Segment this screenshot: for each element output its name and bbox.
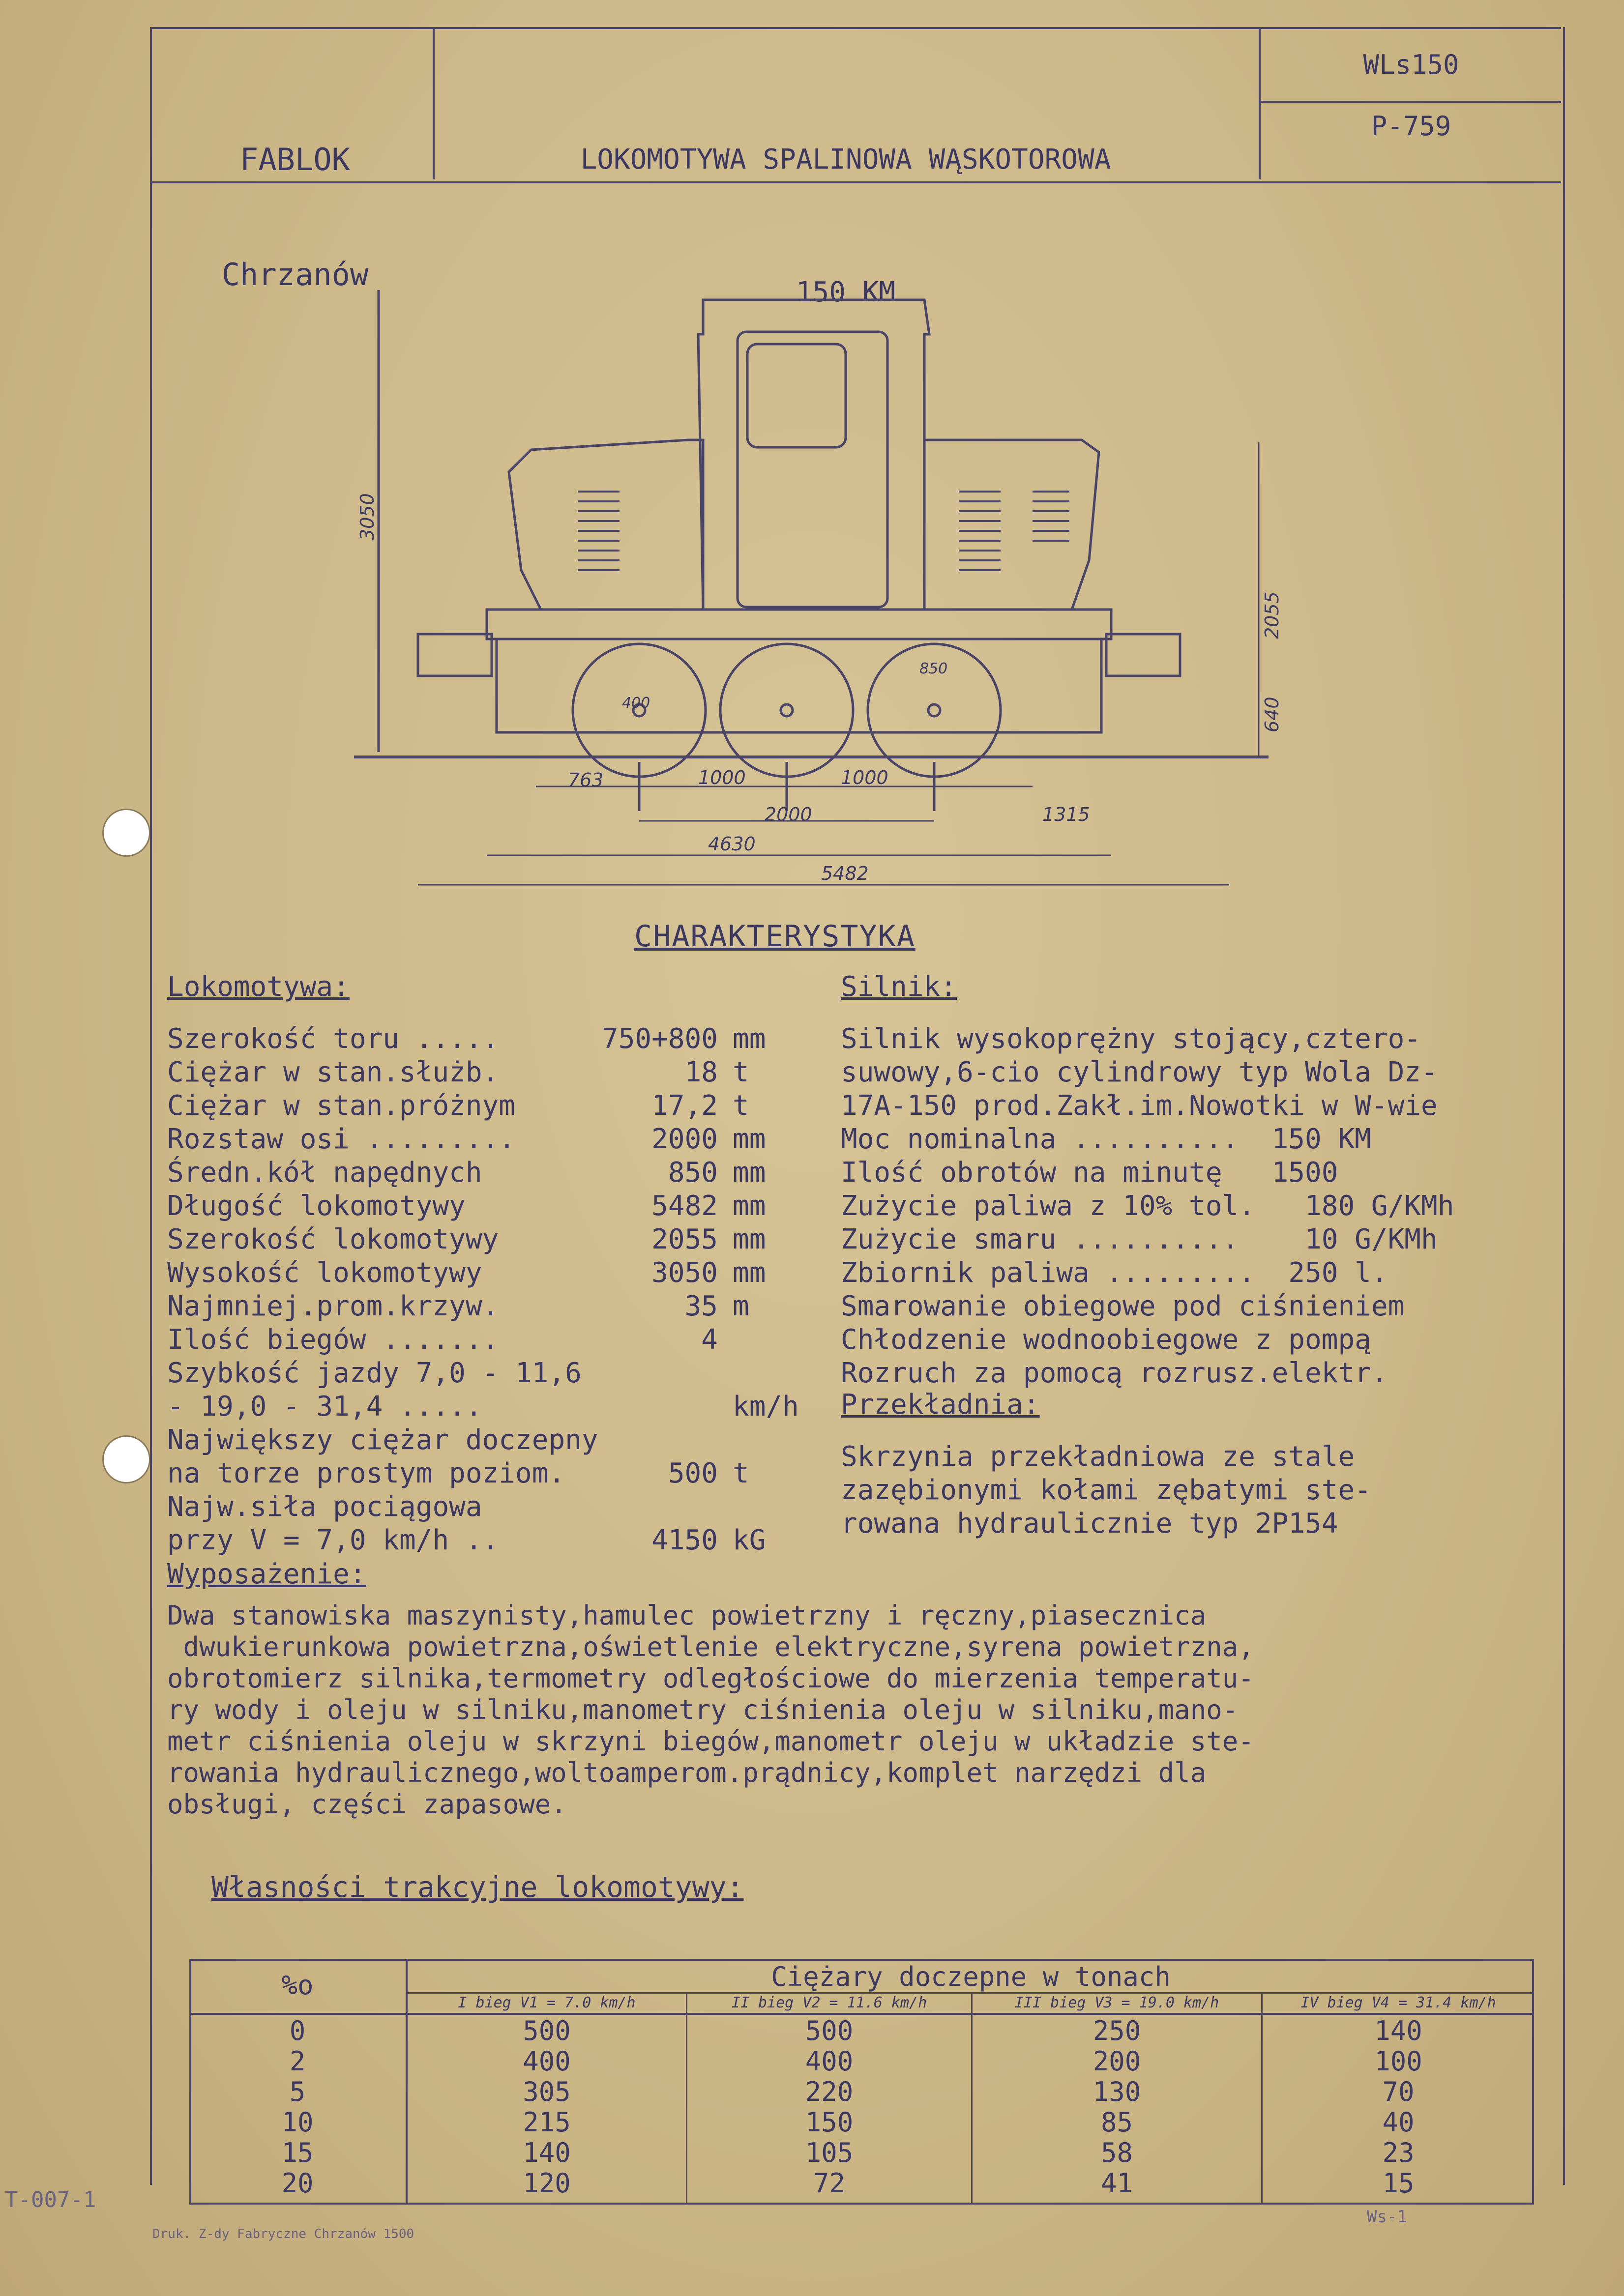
- punch-hole-bottom: [102, 1435, 150, 1483]
- grade-cell: 5: [289, 2076, 306, 2107]
- wyposazenie-line: ry wody i oleju w silniku,manometry ciśnienia oleju w silniku,mano-: [167, 1694, 1239, 1725]
- spec-value: 750+800: [601, 1023, 718, 1055]
- wyposazenie-line: obsługi, części zapasowe.: [167, 1789, 567, 1820]
- dim-1000a: 1000: [698, 767, 746, 788]
- silnik-line: Zużycie paliwa z 10% tol. 180 G/KMh: [841, 1190, 1454, 1222]
- grade-cell: 2: [289, 2046, 306, 2077]
- spec-row: [167, 1323, 806, 1357]
- spec-row: [167, 1424, 806, 1457]
- load-cell: 120: [523, 2168, 571, 2199]
- locomotive-code: WLs150: [1363, 49, 1459, 80]
- dim-1000b: 1000: [841, 767, 888, 788]
- load-cell: 41: [1100, 2168, 1133, 2199]
- spec-label: Szerokość toru .....: [167, 1023, 499, 1055]
- grade-header: %o: [281, 1970, 314, 2001]
- wyposazenie-line: metr ciśnienia oleju w skrzyni biegów,manometr oleju w układzie ste-: [167, 1726, 1254, 1757]
- title-block-divider: [1259, 27, 1261, 179]
- load-cell: 400: [523, 2046, 571, 2077]
- spec-unit: mm: [733, 1223, 766, 1255]
- title-line2: 150 KM: [796, 276, 896, 308]
- spec-unit: mm: [733, 1157, 766, 1189]
- grade-cell: 20: [281, 2168, 314, 2199]
- load-cell: 70: [1382, 2076, 1415, 2107]
- spec-value: 3050: [651, 1257, 718, 1289]
- spec-value: 4150: [651, 1524, 718, 1556]
- silnik-line: Zużycie smaru .......... 10 G/KMh: [841, 1223, 1438, 1255]
- grade-cell: 10: [281, 2107, 314, 2138]
- lokomotywa-title: Lokomotywa:: [167, 971, 350, 1003]
- dim-wheel-drive: 850: [919, 660, 948, 677]
- dim-wheel-small: 400: [622, 695, 650, 712]
- load-cell: 40: [1382, 2107, 1415, 2138]
- spec-unit: t: [733, 1457, 749, 1489]
- sheet-code: T-007-1: [5, 2187, 96, 2212]
- spec-value: 5482: [651, 1190, 718, 1222]
- silnik-line: Ilość obrotów na minutę 1500: [841, 1157, 1338, 1189]
- silnik-line: Smarowanie obiegowe pod ciśnieniem: [841, 1290, 1405, 1322]
- load-cell: 500: [523, 2015, 571, 2046]
- spec-value: 17,2: [651, 1090, 718, 1122]
- silnik-line: 17A-150 prod.Zakł.im.Nowotki w W-wie: [841, 1090, 1438, 1122]
- load-cell: 305: [523, 2076, 571, 2107]
- margin-note: Ws-1: [1367, 2207, 1407, 2227]
- spec-row: [167, 1256, 806, 1290]
- przekladnia-specs: [841, 1440, 1559, 1540]
- spec-row: [167, 1056, 806, 1089]
- przekladnia-line: Skrzynia przekładniowa ze stale: [841, 1441, 1355, 1473]
- spec-label: na torze prostym poziom.: [167, 1457, 565, 1489]
- dim-5482: 5482: [821, 863, 869, 884]
- spec-label: Wysokość lokomotywy: [167, 1257, 482, 1289]
- lokomotywa-specs: [167, 1022, 806, 1557]
- silnik-specs: [841, 1022, 1559, 1390]
- silnik-line: suwowy,6-cio cylindrowy typ Wola Dz-: [841, 1056, 1438, 1088]
- dim-height: 3050: [356, 493, 378, 541]
- spec-value: 2055: [651, 1223, 718, 1255]
- traction-table-title: Własności trakcyjne lokomotywy:: [211, 1870, 744, 1904]
- spec-row: [167, 1022, 806, 1056]
- locomotive-side-drawing: [344, 265, 1328, 904]
- load-cell: 72: [813, 2168, 846, 2199]
- silnik-title: Silnik:: [841, 971, 957, 1003]
- spec-row: [167, 1524, 806, 1557]
- subheader-gear4: IV bieg V4 = 31.4 km/h: [1300, 1994, 1496, 2011]
- load-cell: 220: [805, 2076, 854, 2107]
- spec-label: Rozstaw osi .........: [167, 1123, 516, 1155]
- table-row-divider: [189, 2013, 1534, 2015]
- load-cell: 23: [1382, 2137, 1415, 2168]
- grade-cell: 15: [281, 2137, 314, 2168]
- spec-label: Największy ciężar doczepny: [167, 1424, 598, 1456]
- dim-4630: 4630: [708, 833, 756, 855]
- load-cell: 140: [1374, 2015, 1422, 2046]
- spec-row: [167, 1290, 806, 1323]
- wyposazenie-line: rowania hydraulicznego,woltoamperom.prądnicy,komplet narzędzi dla: [167, 1757, 1207, 1788]
- spec-label: Szybkość jazdy 7,0 - 11,6: [167, 1357, 582, 1389]
- przekladnia-line: rowana hydraulicznie typ 2P154: [841, 1508, 1338, 1540]
- spec-label: Ilość biegów .......: [167, 1324, 499, 1356]
- dim-763: 763: [568, 769, 604, 791]
- grade-cell: 0: [289, 2015, 306, 2046]
- wyposazenie-line: dwukierunkowa powietrzna,oświetlenie elektryczne,syrena powietrzna,: [167, 1631, 1254, 1662]
- dim-buffer-height: 640: [1261, 697, 1283, 732]
- spec-row: [167, 1457, 806, 1490]
- spec-row: [167, 1490, 806, 1524]
- spec-unit: mm: [733, 1023, 766, 1055]
- spec-value: 4: [701, 1324, 718, 1356]
- spec-label: Średn.kół napędnych: [167, 1157, 482, 1189]
- spec-label: Szerokość lokomotywy: [167, 1223, 499, 1255]
- przekladnia-title: Przekładnia:: [841, 1389, 1040, 1421]
- spec-unit: km/h: [733, 1391, 799, 1423]
- maker-line1: FABLOK: [240, 142, 350, 177]
- load-cell: 100: [1374, 2046, 1422, 2077]
- spec-label: Długość lokomotywy: [167, 1190, 466, 1222]
- spec-unit: mm: [733, 1257, 766, 1289]
- silnik-line: Chłodzenie wodnoobiegowe z pompą: [841, 1324, 1371, 1356]
- silnik-line: Zbiornik paliwa ......... 250 l.: [841, 1257, 1388, 1289]
- silnik-line: Rozruch za pomocą rozrusz.elektr.: [841, 1357, 1388, 1389]
- maker-line2: Chrzanów: [221, 257, 369, 292]
- spec-row: [167, 1123, 806, 1156]
- load-cell: 85: [1100, 2107, 1133, 2138]
- load-cell: 215: [523, 2107, 571, 2138]
- spec-label: przy V = 7,0 km/h ..: [167, 1524, 499, 1556]
- spec-value: 850: [668, 1157, 718, 1189]
- punch-hole-top: [102, 809, 150, 857]
- load-cell: 58: [1100, 2137, 1133, 2168]
- spec-label: Ciężar w stan.próżnym: [167, 1090, 516, 1122]
- wyposazenie-line: obrotomierz silnika,termometry odległościowe do mierzenia temperatu-: [167, 1663, 1254, 1694]
- title-block-divider: [1259, 101, 1561, 103]
- spec-unit: mm: [733, 1123, 766, 1155]
- spec-label: - 19,0 - 31,4 .....: [167, 1391, 482, 1423]
- load-cell: 400: [805, 2046, 854, 2077]
- spec-value: 18: [684, 1056, 718, 1088]
- load-cell: 200: [1093, 2046, 1141, 2077]
- traction-table: [189, 1959, 1534, 2205]
- spec-unit: kG: [733, 1524, 766, 1556]
- printer-imprint: Druk. Z-dy Fabryczne Chrzanów 1500: [152, 2227, 414, 2241]
- spec-unit: t: [733, 1090, 749, 1122]
- dim-1315: 1315: [1042, 804, 1090, 825]
- spec-unit: m: [733, 1290, 749, 1322]
- spec-row: [167, 1357, 806, 1390]
- dim-2000: 2000: [765, 804, 812, 825]
- wyposazenie-text: [167, 1600, 1564, 1820]
- wyposazenie-title: Wyposażenie:: [167, 1558, 366, 1590]
- drawing-number: P-759: [1371, 111, 1451, 142]
- spec-value: 35: [684, 1290, 718, 1322]
- title-line1: LOKOMOTYWA SPALINOWA WĄSKOTOROWA: [580, 144, 1111, 175]
- spec-label: Najw.siła pociągowa: [167, 1491, 482, 1523]
- spec-row: [167, 1223, 806, 1256]
- spec-row: [167, 1089, 806, 1123]
- dim-width: 2055: [1261, 591, 1283, 639]
- spec-value: 2000: [651, 1123, 718, 1155]
- load-cell: 150: [805, 2107, 854, 2138]
- silnik-line: Moc nominalna .......... 150 KM: [841, 1123, 1371, 1155]
- load-cell: 15: [1382, 2168, 1415, 2199]
- load-cell: 500: [805, 2015, 854, 2046]
- spec-label: Najmniej.prom.krzyw.: [167, 1290, 499, 1322]
- wyposazenie-line: Dwa stanowiska maszynisty,hamulec powietrzny i ręczny,piasecznica: [167, 1600, 1207, 1631]
- load-cell: 105: [805, 2137, 854, 2168]
- spec-label: Ciężar w stan.służb.: [167, 1056, 499, 1088]
- subheader-gear2: II bieg V2 = 11.6 km/h: [731, 1994, 927, 2011]
- spec-value: 500: [668, 1457, 718, 1489]
- characteristics-heading: CHARAKTERYSTYKA: [634, 919, 915, 954]
- subheader-gear3: III bieg V3 = 19.0 km/h: [1014, 1994, 1219, 2011]
- spec-unit: mm: [733, 1190, 766, 1222]
- title-block-divider: [433, 27, 435, 179]
- load-cell: 140: [523, 2137, 571, 2168]
- group-header: Ciężary doczepne w tonach: [771, 1961, 1171, 1992]
- load-cell: 250: [1093, 2015, 1141, 2046]
- spec-row: [167, 1390, 806, 1424]
- spec-row: [167, 1190, 806, 1223]
- load-cell: 130: [1093, 2076, 1141, 2107]
- silnik-line: Silnik wysokoprężny stojący,cztero-: [841, 1023, 1421, 1055]
- subheader-gear1: I bieg V1 = 7.0 km/h: [458, 1994, 636, 2011]
- spec-unit: t: [733, 1056, 749, 1088]
- spec-row: [167, 1156, 806, 1190]
- przekladnia-line: zazębionymi kołami zębatymi ste-: [841, 1474, 1371, 1506]
